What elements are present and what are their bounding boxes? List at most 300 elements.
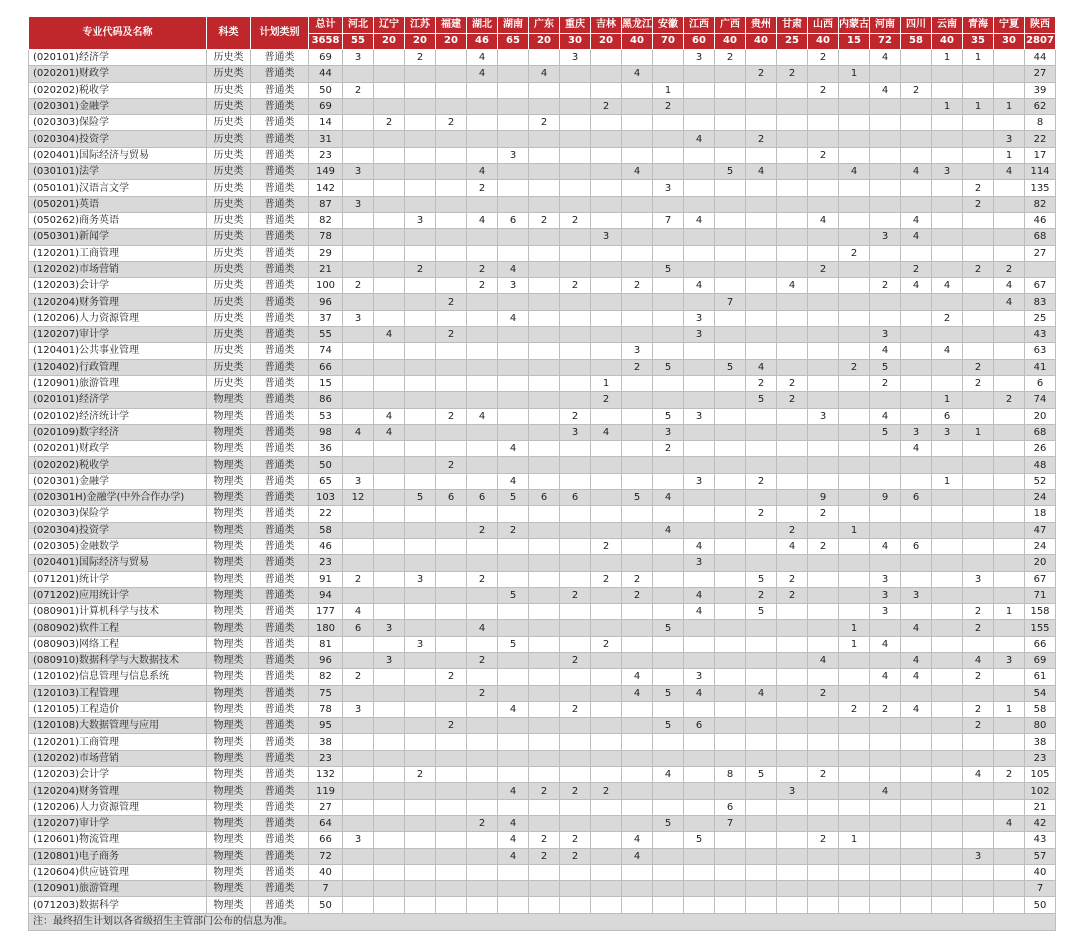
province-quota-cell: 27 [1025,245,1056,261]
table-row [29,881,1056,897]
province-quota-cell [467,473,498,489]
major-name-cell: (080901)计算机科学与技术 [29,604,207,620]
province-quota-cell: 4 [467,164,498,180]
province-quota-cell: 2 [436,718,467,734]
province-quota-cell [436,848,467,864]
province-quota-cell [746,750,777,766]
province-quota-cell: 5 [653,359,684,375]
province-quota-cell: 3 [901,587,932,603]
subject-cell: 历史类 [207,375,251,391]
province-quota-cell [746,245,777,261]
province-quota-cell [591,278,622,294]
province-quota-cell: 2 [529,832,560,848]
province-quota-cell: 4 [901,652,932,668]
province-quota-cell [1025,261,1056,277]
province-quota-cell [498,343,529,359]
total-cell: 7 [309,881,343,897]
header-province: 总计 [309,17,343,34]
province-quota-cell [715,734,746,750]
province-quota-cell [374,310,405,326]
province-quota-cell [498,555,529,571]
province-quota-cell [963,66,994,82]
province-quota-cell [653,392,684,408]
plan-type-cell: 普通类 [251,669,309,685]
total-cell: 50 [309,82,343,98]
province-quota-cell: 4 [746,164,777,180]
total-cell: 78 [309,229,343,245]
plan-type-cell: 普通类 [251,375,309,391]
total-cell: 69 [309,98,343,114]
province-quota-cell [839,783,870,799]
province-quota-cell [467,196,498,212]
province-quota-cell [653,604,684,620]
province-quota-cell [560,815,591,831]
province-quota-cell [715,131,746,147]
province-quota-cell [560,180,591,196]
province-quota-cell: 1 [839,522,870,538]
province-quota-cell [746,620,777,636]
province-quota-cell: 2 [839,245,870,261]
province-quota-cell: 102 [1025,783,1056,799]
subject-cell: 物理类 [207,587,251,603]
province-quota-cell [467,115,498,131]
province-quota-cell: 4 [684,685,715,701]
province-quota-cell [622,82,653,98]
province-quota-cell [932,327,963,343]
major-name-cell: (120901)旅游管理 [29,375,207,391]
major-name-cell: (020303)保险学 [29,506,207,522]
province-quota-cell [932,180,963,196]
province-quota-cell [839,82,870,98]
header-province-total: 3658 [309,33,343,50]
province-quota-cell [467,538,498,554]
province-quota-cell: 2 [436,669,467,685]
major-name-cell: (071203)数据科学 [29,897,207,913]
province-quota-cell [870,815,901,831]
province-quota-cell [808,98,839,114]
province-quota-cell [870,98,901,114]
province-quota-cell: 23 [1025,750,1056,766]
province-quota-cell [343,245,374,261]
province-quota-cell [343,180,374,196]
plan-type-cell: 普通类 [251,115,309,131]
province-quota-cell: 1 [653,82,684,98]
province-quota-cell: 158 [1025,604,1056,620]
province-quota-cell [808,245,839,261]
province-quota-cell [591,343,622,359]
province-quota-cell [591,359,622,375]
subject-cell: 历史类 [207,359,251,375]
province-quota-cell [560,98,591,114]
province-quota-cell [498,359,529,375]
province-quota-cell [870,180,901,196]
province-quota-cell [715,66,746,82]
major-name-cell: (020202)税收学 [29,457,207,473]
province-quota-cell: 2 [436,294,467,310]
province-quota-cell [374,832,405,848]
province-quota-cell: 155 [1025,620,1056,636]
province-quota-cell [715,457,746,473]
plan-type-cell: 普通类 [251,392,309,408]
header-province-total: 40 [746,33,777,50]
province-quota-cell [498,98,529,114]
province-quota-cell [622,229,653,245]
province-quota-cell [839,881,870,897]
province-quota-cell [839,555,870,571]
province-quota-cell [622,652,653,668]
province-quota-cell [715,848,746,864]
province-quota-cell [963,490,994,506]
province-quota-cell: 2 [746,131,777,147]
province-quota-cell: 3 [653,424,684,440]
province-quota-cell [467,587,498,603]
subject-cell: 物理类 [207,490,251,506]
subject-cell: 物理类 [207,571,251,587]
province-quota-cell: 1 [994,604,1025,620]
province-quota-cell [374,864,405,880]
province-quota-cell [653,245,684,261]
table-row [29,799,1056,815]
province-quota-cell [591,506,622,522]
province-quota-cell: 2 [591,98,622,114]
province-quota-cell [529,359,560,375]
province-quota-cell [436,750,467,766]
province-quota-cell [777,750,808,766]
province-quota-cell [405,832,436,848]
province-quota-cell [963,832,994,848]
province-quota-cell [498,718,529,734]
province-quota-cell: 1 [932,473,963,489]
province-quota-cell [653,343,684,359]
province-quota-cell [994,359,1025,375]
province-quota-cell [932,864,963,880]
province-quota-cell [932,669,963,685]
province-quota-cell [932,229,963,245]
province-quota-cell: 1 [839,66,870,82]
province-quota-cell [436,767,467,783]
province-quota-cell: 48 [1025,457,1056,473]
province-quota-cell [529,441,560,457]
total-cell: 82 [309,212,343,228]
province-quota-cell [560,555,591,571]
plan-type-cell: 普通类 [251,82,309,98]
province-quota-cell: 4 [498,848,529,864]
plan-type-cell: 普通类 [251,734,309,750]
province-quota-cell [839,473,870,489]
province-quota-cell [901,881,932,897]
province-quota-cell [901,897,932,913]
header-province: 河南 [870,17,901,34]
major-name-cell: (020303)保险学 [29,115,207,131]
province-quota-cell: 2 [653,98,684,114]
province-quota-cell: 1 [963,424,994,440]
province-quota-cell [343,294,374,310]
province-quota-cell [405,327,436,343]
province-quota-cell: 3 [343,196,374,212]
province-quota-cell [622,522,653,538]
province-quota-cell [808,750,839,766]
province-quota-cell [963,734,994,750]
province-quota-cell [994,229,1025,245]
province-quota-cell [870,652,901,668]
province-quota-cell [498,652,529,668]
province-quota-cell [870,147,901,163]
plan-type-cell: 普通类 [251,897,309,913]
province-quota-cell: 2 [560,587,591,603]
province-quota-cell [591,897,622,913]
major-name-cell: (080902)软件工程 [29,620,207,636]
table-row [29,424,1056,440]
province-quota-cell [498,164,529,180]
province-quota-cell [405,620,436,636]
total-cell: 64 [309,815,343,831]
province-quota-cell [901,636,932,652]
province-quota-cell [591,734,622,750]
table-row [29,490,1056,506]
province-quota-cell [715,669,746,685]
province-quota-cell [374,506,405,522]
province-quota-cell [839,718,870,734]
province-quota-cell: 4 [870,538,901,554]
province-quota-cell [684,783,715,799]
province-quota-cell [901,147,932,163]
province-quota-cell [374,212,405,228]
province-quota-cell: 2 [994,261,1025,277]
province-quota-cell: 5 [653,620,684,636]
province-quota-cell [653,164,684,180]
province-quota-cell [591,327,622,343]
province-quota-cell [901,359,932,375]
plan-type-cell: 普通类 [251,799,309,815]
province-quota-cell [343,115,374,131]
table-row [29,750,1056,766]
province-quota-cell [808,815,839,831]
province-quota-cell [374,245,405,261]
province-quota-cell: 2 [622,587,653,603]
province-quota-cell [715,310,746,326]
province-quota-cell: 58 [1025,701,1056,717]
province-quota-cell: 3 [405,636,436,652]
province-quota-cell [374,587,405,603]
province-quota-cell [591,701,622,717]
province-quota-cell [405,245,436,261]
province-quota-cell [405,506,436,522]
province-quota-cell [343,881,374,897]
province-quota-cell [374,196,405,212]
subject-cell: 物理类 [207,799,251,815]
province-quota-cell [529,620,560,636]
province-quota-cell [405,294,436,310]
major-name-cell: (020201)财政学 [29,66,207,82]
province-quota-cell [591,620,622,636]
province-quota-cell [777,604,808,620]
plan-type-cell: 普通类 [251,604,309,620]
subject-cell: 物理类 [207,652,251,668]
total-cell: 37 [309,310,343,326]
province-quota-cell: 3 [622,343,653,359]
province-quota-cell [808,229,839,245]
province-quota-cell [467,701,498,717]
province-quota-cell [746,98,777,114]
province-quota-cell [529,408,560,424]
subject-cell: 物理类 [207,718,251,734]
plan-type-cell: 普通类 [251,50,309,66]
province-quota-cell [405,881,436,897]
province-quota-cell [343,392,374,408]
province-quota-cell [467,294,498,310]
province-quota-cell: 4 [622,832,653,848]
province-quota-cell: 5 [498,587,529,603]
province-quota-cell [684,392,715,408]
province-quota-cell [715,98,746,114]
province-quota-cell [870,555,901,571]
province-quota-cell: 1 [994,98,1025,114]
province-quota-cell [963,506,994,522]
province-quota-cell: 4 [901,278,932,294]
province-quota-cell [963,343,994,359]
province-quota-cell [901,506,932,522]
province-quota-cell [405,783,436,799]
total-cell: 27 [309,799,343,815]
major-name-cell: (120601)物流管理 [29,832,207,848]
province-quota-cell [870,115,901,131]
major-name-cell: (080910)数据科学与大数据技术 [29,652,207,668]
province-quota-cell [436,359,467,375]
province-quota-cell [684,229,715,245]
province-quota-cell: 42 [1025,815,1056,831]
province-quota-cell [560,229,591,245]
province-quota-cell: 4 [994,278,1025,294]
total-cell: 149 [309,164,343,180]
province-quota-cell: 3 [343,832,374,848]
province-quota-cell [529,98,560,114]
province-quota-cell [870,392,901,408]
major-name-cell: (120604)供应链管理 [29,864,207,880]
province-quota-cell: 4 [808,212,839,228]
province-quota-cell [405,555,436,571]
header-province-total: 55 [343,33,374,50]
province-quota-cell [560,506,591,522]
province-quota-cell [560,750,591,766]
province-quota-cell [498,604,529,620]
province-quota-cell [777,473,808,489]
province-quota-cell [777,848,808,864]
province-quota-cell: 3 [343,164,374,180]
province-quota-cell: 3 [343,701,374,717]
province-quota-cell: 5 [498,490,529,506]
province-quota-cell: 4 [870,783,901,799]
province-quota-cell [467,327,498,343]
province-quota-cell [343,636,374,652]
province-quota-cell: 18 [1025,506,1056,522]
province-quota-cell [746,343,777,359]
province-quota-cell [777,555,808,571]
province-quota-cell: 9 [870,490,901,506]
province-quota-cell [808,701,839,717]
province-quota-cell [343,375,374,391]
province-quota-cell [746,652,777,668]
province-quota-cell [622,734,653,750]
province-quota-cell: 1 [932,392,963,408]
major-name-cell: (120105)工程造价 [29,701,207,717]
province-quota-cell [529,864,560,880]
province-quota-cell: 105 [1025,767,1056,783]
province-quota-cell [436,278,467,294]
plan-type-cell: 普通类 [251,685,309,701]
header-province: 云南 [932,17,963,34]
province-quota-cell [777,327,808,343]
province-quota-cell [963,310,994,326]
province-quota-cell [839,864,870,880]
province-quota-cell [746,848,777,864]
province-quota-cell [529,82,560,98]
subject-cell: 物理类 [207,408,251,424]
province-quota-cell [901,327,932,343]
province-quota-cell [560,881,591,897]
province-quota-cell: 4 [870,636,901,652]
province-quota-cell [994,408,1025,424]
province-quota-cell: 63 [1025,343,1056,359]
total-cell: 72 [309,848,343,864]
total-cell: 132 [309,767,343,783]
province-quota-cell [746,278,777,294]
province-quota-cell: 2 [746,375,777,391]
province-quota-cell [529,669,560,685]
province-quota-cell [715,604,746,620]
province-quota-cell [622,50,653,66]
header-province: 甘肃 [777,17,808,34]
province-quota-cell: 5 [870,359,901,375]
province-quota-cell [808,327,839,343]
province-quota-cell: 4 [374,327,405,343]
province-quota-cell: 50 [1025,897,1056,913]
subject-cell: 历史类 [207,50,251,66]
province-quota-cell: 4 [684,538,715,554]
province-quota-cell [436,881,467,897]
total-cell: 96 [309,294,343,310]
header-province-total: 20 [591,33,622,50]
table-row [29,620,1056,636]
province-quota-cell [808,457,839,473]
province-quota-cell [932,490,963,506]
province-quota-cell [777,245,808,261]
province-quota-cell [343,897,374,913]
major-name-cell: (120204)财务管理 [29,294,207,310]
province-quota-cell [560,310,591,326]
province-quota-cell [808,424,839,440]
province-quota-cell [498,685,529,701]
subject-cell: 物理类 [207,734,251,750]
province-quota-cell: 1 [591,375,622,391]
province-quota-cell: 3 [808,408,839,424]
total-cell: 94 [309,587,343,603]
province-quota-cell [932,555,963,571]
province-quota-cell [932,147,963,163]
plan-type-cell: 普通类 [251,832,309,848]
plan-type-cell: 普通类 [251,783,309,799]
province-quota-cell [560,359,591,375]
plan-type-cell: 普通类 [251,327,309,343]
province-quota-cell: 2 [777,587,808,603]
province-quota-cell [808,164,839,180]
province-quota-cell [591,261,622,277]
province-quota-cell [467,147,498,163]
total-cell: 23 [309,555,343,571]
province-quota-cell [405,685,436,701]
province-quota-cell: 43 [1025,832,1056,848]
province-quota-cell: 4 [994,294,1025,310]
table-row [29,50,1056,66]
